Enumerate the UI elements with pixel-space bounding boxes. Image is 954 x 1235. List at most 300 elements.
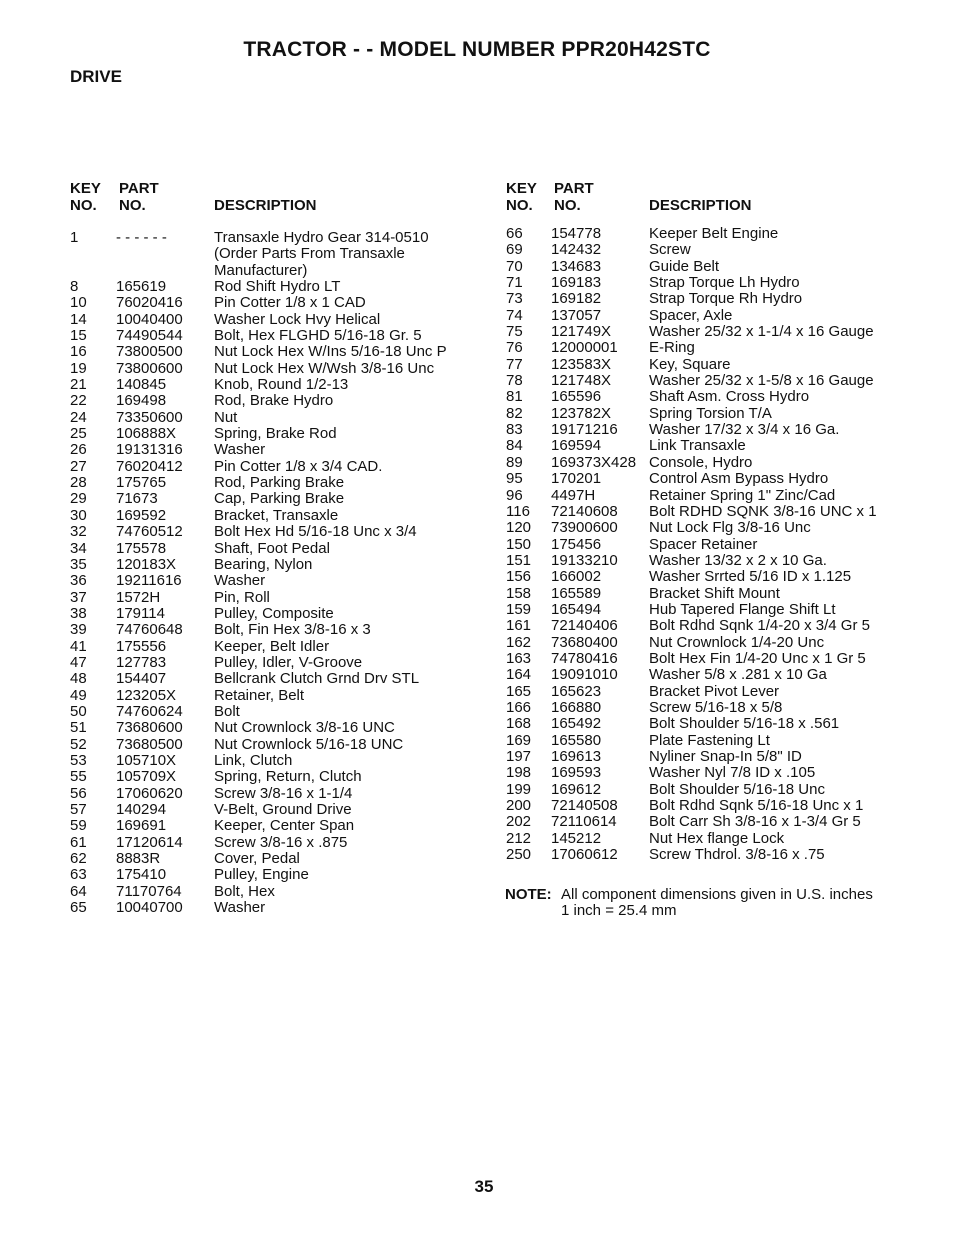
parts-row: [506, 733, 926, 749]
key-number: 165: [506, 682, 532, 700]
part-description: Bolt Rdhd Sqnk 5/16-18 Unc x 1: [649, 797, 864, 815]
part-description: Pulley, Composite: [214, 604, 334, 622]
key-number: 59: [70, 817, 87, 835]
part-number: 175456: [551, 535, 602, 553]
part-description: Transaxle Hydro Gear 314-0510 (Order Parts From Transaxle Manufacturer): [214, 229, 429, 279]
key-number: 38: [70, 604, 87, 622]
parts-row: [506, 537, 926, 553]
key-number: 156: [506, 568, 532, 586]
key-number: 24: [70, 408, 87, 426]
parts-row: [70, 475, 480, 491]
part-number: 165492: [551, 715, 602, 733]
part-description: Bolt Hex Fin 1/4-20 Unc x 1 Gr 5: [649, 649, 866, 667]
key-no-header-right: [506, 180, 537, 214]
key-number: 48: [70, 670, 87, 688]
part-number: 165580: [551, 731, 602, 749]
part-description: Spring Torsion T/A: [649, 404, 772, 422]
parts-row: [506, 373, 926, 389]
key-number: 19: [70, 359, 87, 377]
parts-row: [506, 700, 926, 716]
part-description: Nut Hex flange Lock: [649, 829, 785, 847]
part-description: Retainer Spring 1" Zinc/Cad: [649, 486, 836, 504]
part-number: 175556: [116, 637, 167, 655]
part-description: Rod, Parking Brake: [214, 474, 345, 492]
part-number: 166880: [551, 698, 602, 716]
key-number: 47: [70, 653, 87, 671]
parts-row: [70, 818, 480, 834]
part-description: Washer: [214, 899, 266, 917]
key-header-line2: NO.: [70, 197, 97, 214]
key-number: 30: [70, 506, 87, 524]
part-description: Link, Clutch: [214, 751, 293, 769]
part-number: 76020416: [116, 294, 183, 312]
parts-row: [70, 541, 480, 557]
key-number: 82: [506, 404, 523, 422]
key-header-line1: KEY: [70, 180, 101, 197]
part-description: Plate Fastening Lt: [649, 731, 770, 749]
part-description: Screw 5/16-18 x 5/8: [649, 698, 783, 716]
parts-row: [70, 737, 480, 753]
key-number: 77: [506, 355, 523, 373]
part-description: Bracket Pivot Lever: [649, 682, 780, 700]
part-number: 1572H: [116, 588, 161, 606]
key-number: 163: [506, 649, 532, 667]
parts-list-right: [506, 226, 926, 863]
key-number: 35: [70, 555, 87, 573]
parts-row: [70, 393, 480, 409]
part-description: Console, Hydro: [649, 453, 753, 471]
parts-row: [70, 622, 480, 638]
part-number: 121748X: [551, 372, 612, 390]
part-description: Guide Belt: [649, 257, 720, 275]
key-number: 200: [506, 797, 532, 815]
key-number: 14: [70, 310, 87, 328]
parts-row: [70, 295, 480, 311]
key-number: 169: [506, 731, 532, 749]
part-number: 71170764: [116, 882, 182, 900]
part-number: 74760512: [116, 523, 183, 541]
part-description: Screw: [649, 241, 691, 259]
parts-row: [70, 344, 480, 360]
part-number: 165619: [116, 278, 167, 295]
key-number: 89: [506, 453, 523, 471]
key-number: 15: [70, 327, 87, 345]
part-description: E-Ring: [649, 339, 695, 357]
key-number: 66: [506, 225, 523, 242]
key-number: 168: [506, 715, 532, 733]
key-number: 53: [70, 751, 87, 769]
key-number: 10: [70, 294, 87, 312]
key-number: 8: [70, 278, 79, 295]
key-number: 96: [506, 486, 523, 504]
part-description: Link Transaxle: [649, 437, 746, 455]
parts-list-left: [70, 230, 480, 916]
key-no-header: [70, 180, 101, 214]
part-description: Bellcrank Clutch Grnd Drv STL: [214, 670, 420, 688]
note-label: NOTE:: [505, 886, 552, 903]
key-number: 70: [506, 257, 523, 275]
parts-row: [506, 259, 926, 275]
part-description: Bolt: [214, 702, 240, 720]
parts-row: [506, 586, 926, 602]
part-description: Washer 5/8 x .281 x 10 Ga: [649, 666, 827, 684]
parts-row: [70, 688, 480, 704]
part-description: Cap, Parking Brake: [214, 490, 345, 508]
key-number: 162: [506, 633, 532, 651]
key-number: 161: [506, 617, 532, 635]
part-number: 169594: [551, 437, 602, 455]
part-description: Shaft, Foot Pedal: [214, 539, 330, 557]
key-number: 25: [70, 425, 87, 443]
parts-row: [506, 618, 926, 634]
parts-row: [506, 291, 926, 307]
part-description: Pin, Roll: [214, 588, 270, 606]
parts-row: [70, 230, 480, 279]
parts-row: [506, 831, 926, 847]
part-number: 74760648: [116, 621, 183, 639]
parts-row: [506, 765, 926, 781]
part-number: 166002: [551, 568, 602, 586]
part-number: 145212: [551, 829, 602, 847]
key-number: 197: [506, 748, 532, 765]
description-header: DESCRIPTION: [214, 197, 317, 214]
parts-row: [70, 557, 480, 573]
part-description: Pin Cotter 1/8 x 3/4 CAD.: [214, 457, 383, 475]
parts-row: [506, 357, 926, 373]
parts-row: [70, 769, 480, 785]
part-number: 169498: [116, 392, 167, 410]
parts-row: [506, 553, 926, 569]
key-number: 151: [506, 551, 532, 569]
part-description: Bracket, Transaxle: [214, 506, 339, 524]
key-number: 95: [506, 470, 523, 488]
parts-row: [506, 455, 926, 471]
key-number: 41: [70, 637, 87, 655]
key-number: 21: [70, 376, 87, 394]
part-number: 140845: [116, 376, 167, 394]
parts-row: [70, 753, 480, 769]
key-header-line1: KEY: [506, 180, 537, 197]
part-number: 17060612: [551, 846, 618, 864]
key-number: 159: [506, 600, 532, 618]
parts-row: [70, 279, 480, 295]
page-number: 35: [474, 1177, 494, 1196]
part-number: 73350600: [116, 408, 183, 426]
parts-row: [70, 786, 480, 802]
key-number: 37: [70, 588, 87, 606]
part-description: Rod, Brake Hydro: [214, 392, 334, 410]
key-number: 76: [506, 339, 523, 357]
part-description: Bolt, Hex FLGHD 5/16-18 Gr. 5: [214, 327, 422, 345]
part-header-line2: NO.: [119, 197, 146, 214]
key-number: 28: [70, 474, 87, 492]
part-number: 19091010: [551, 666, 618, 684]
key-header-line2: NO.: [506, 197, 533, 214]
parts-row: [506, 275, 926, 291]
part-description: Bolt, Fin Hex 3/8-16 x 3: [214, 621, 371, 639]
parts-row: [506, 406, 926, 422]
parts-row: [506, 226, 926, 242]
part-number: 137057: [551, 306, 602, 324]
parts-row: [70, 867, 480, 883]
parts-row: [70, 884, 480, 900]
parts-row: [506, 324, 926, 340]
part-description: Strap Torque Lh Hydro: [649, 274, 800, 292]
part-number: 19171216: [551, 421, 618, 439]
parts-row: [70, 704, 480, 720]
key-number: 202: [506, 813, 532, 831]
parts-row: [70, 361, 480, 377]
part-description: Pin Cotter 1/8 x 1 CAD: [214, 294, 366, 312]
part-number: 169183: [551, 274, 602, 292]
part-number: 73900600: [551, 519, 618, 537]
part-description: Bracket Shift Mount: [649, 584, 780, 602]
parts-row: [70, 459, 480, 475]
key-number: 199: [506, 780, 532, 798]
part-description: Washer 25/32 x 1-1/4 x 16 Gauge: [649, 323, 874, 341]
parts-row: [70, 639, 480, 655]
part-description: Keeper, Belt Idler: [214, 637, 330, 655]
part-header-line2: NO.: [554, 197, 581, 214]
key-number: 75: [506, 323, 523, 341]
part-number: 154778: [551, 225, 602, 242]
part-number: 4497H: [551, 486, 596, 504]
key-number: 32: [70, 523, 87, 541]
part-number: 169691: [116, 817, 167, 835]
part-description: Key, Square: [649, 355, 731, 373]
key-number: 198: [506, 764, 532, 782]
part-number: 169182: [551, 290, 602, 308]
part-number: 72140508: [551, 797, 618, 815]
part-description: Washer 17/32 x 3/4 x 16 Ga.: [649, 421, 840, 439]
parts-row: [70, 655, 480, 671]
part-number: 10040700: [116, 899, 183, 917]
part-number: 175578: [116, 539, 167, 557]
part-number: 74760624: [116, 702, 183, 720]
part-description: Screw 3/8-16 x 1-1/4: [214, 784, 353, 802]
part-number: 17060620: [116, 784, 183, 802]
part-description: V-Belt, Ground Drive: [214, 801, 352, 818]
key-number: 16: [70, 343, 87, 361]
key-number: 55: [70, 768, 87, 786]
part-description: Bolt Shoulder 5/16-18 x .561: [649, 715, 840, 733]
part-number: 179114: [116, 604, 165, 622]
parts-row: [70, 573, 480, 589]
part-number: 154407: [116, 670, 167, 688]
parts-row: [506, 488, 926, 504]
part-number: 165623: [551, 682, 602, 700]
part-number: 105710X: [116, 751, 177, 769]
key-number: 73: [506, 290, 523, 308]
part-description: Bolt Carr Sh 3/8-16 x 1-3/4 Gr 5: [649, 813, 861, 831]
key-number: 26: [70, 441, 87, 459]
key-number: 34: [70, 539, 87, 557]
key-number: 57: [70, 801, 87, 818]
part-header-line1: PART: [554, 180, 594, 197]
part-description: Rod Shift Hydro LT: [214, 278, 341, 295]
part-no-header: [119, 180, 159, 214]
key-number: 71: [506, 274, 523, 292]
key-number: 29: [70, 490, 87, 508]
part-number: 76020412: [116, 457, 183, 475]
key-number: 116: [506, 502, 530, 520]
part-description: Nut Lock Flg 3/8-16 Unc: [649, 519, 811, 537]
part-description: Strap Torque Rh Hydro: [649, 290, 803, 308]
part-description: Keeper, Center Span: [214, 817, 355, 835]
parts-row: [506, 602, 926, 618]
part-description: Nyliner Snap-In 5/8" ID: [649, 748, 802, 765]
parts-row: [70, 835, 480, 851]
part-description: Bolt Shoulder 5/16-18 Unc: [649, 780, 825, 798]
parts-row: [70, 328, 480, 344]
parts-row: [506, 782, 926, 798]
part-number: 10040400: [116, 310, 183, 328]
part-number: 175765: [116, 474, 167, 492]
key-number: 50: [70, 702, 87, 720]
part-number: 72140406: [551, 617, 618, 635]
part-description: Knob, Round 1/2-13: [214, 376, 349, 394]
parts-row: [506, 438, 926, 454]
parts-row: [70, 410, 480, 426]
part-description: Spacer Retainer: [649, 535, 758, 553]
key-number: 52: [70, 735, 87, 753]
parts-row: [506, 635, 926, 651]
parts-row: [506, 814, 926, 830]
part-description: Washer: [214, 572, 266, 590]
parts-row: [506, 651, 926, 667]
part-number: 170201: [551, 470, 602, 488]
part-description: Bolt Hex Hd 5/16-18 Unc x 3/4: [214, 523, 417, 541]
part-number: 73800600: [116, 359, 183, 377]
part-description: Pulley, Idler, V-Groove: [214, 653, 363, 671]
parts-row: [70, 377, 480, 393]
parts-row: [70, 590, 480, 606]
part-description: Washer: [214, 441, 266, 459]
parts-row: [70, 508, 480, 524]
parts-row: [70, 900, 480, 916]
part-description: Bolt Rdhd Sqnk 1/4-20 x 3/4 Gr 5: [649, 617, 870, 635]
key-number: 27: [70, 457, 87, 475]
key-number: 83: [506, 421, 523, 439]
part-number: 169593: [551, 764, 602, 782]
part-description: Hub Tapered Flange Shift Lt: [649, 600, 836, 618]
parts-row: [506, 340, 926, 356]
parts-row: [70, 851, 480, 867]
part-number: 169613: [551, 748, 602, 765]
parts-row: [506, 504, 926, 520]
part-number: 19211616: [116, 572, 182, 590]
part-number: 8883R: [116, 850, 161, 868]
part-number: 72110614: [551, 813, 617, 831]
parts-row: [70, 491, 480, 507]
part-number: 165596: [551, 388, 602, 406]
key-number: 39: [70, 621, 87, 639]
part-description: Bolt, Hex: [214, 882, 275, 900]
part-description: Control Asm Bypass Hydro: [649, 470, 829, 488]
key-number: 51: [70, 719, 87, 737]
description-header-right: DESCRIPTION: [649, 197, 752, 214]
key-number: 63: [70, 866, 87, 884]
part-description: Pulley, Engine: [214, 866, 309, 884]
key-number: 36: [70, 572, 87, 590]
part-no-header-right: [554, 180, 594, 214]
key-number: 64: [70, 882, 87, 900]
note-text: All component dimensions given in U.S. inches 1 inch = 25.4 mm: [561, 886, 873, 919]
part-number: 71673: [116, 490, 158, 508]
part-number: 169373X428: [551, 453, 637, 471]
part-description: Nut Crownlock 3/8-16 UNC: [214, 719, 395, 737]
key-number: 49: [70, 686, 87, 704]
part-description: Spring, Brake Rod: [214, 425, 337, 443]
part-description: Washer 25/32 x 1-5/8 x 16 Gauge: [649, 372, 874, 390]
part-number: 73680500: [116, 735, 183, 753]
key-number: 150: [506, 535, 532, 553]
parts-row: [506, 667, 926, 683]
parts-row: [506, 308, 926, 324]
parts-row: [506, 242, 926, 258]
part-description: Nut: [214, 408, 238, 426]
section-title: DRIVE: [70, 67, 122, 86]
part-number: 120183X: [116, 555, 177, 573]
key-number: 65: [70, 899, 87, 917]
key-number: 164: [506, 666, 532, 684]
part-number: 106888X: [116, 425, 177, 443]
parts-row: [506, 749, 926, 765]
parts-row: [506, 798, 926, 814]
part-number: 19133210: [551, 551, 618, 569]
part-number: 72140608: [551, 502, 618, 520]
part-number: 19131316: [116, 441, 183, 459]
part-number: 105709X: [116, 768, 177, 786]
key-number: 62: [70, 850, 87, 868]
part-number: 12000001: [551, 339, 618, 357]
part-number: 73800500: [116, 343, 183, 361]
part-number: 142432: [551, 241, 602, 259]
parts-row: [506, 389, 926, 405]
parts-row: [506, 684, 926, 700]
part-number: 74780416: [551, 649, 618, 667]
parts-row: [506, 422, 926, 438]
key-number: 212: [506, 829, 532, 847]
part-description: Retainer, Belt: [214, 686, 305, 704]
part-number: 74490544: [116, 327, 183, 345]
key-number: 158: [506, 584, 532, 602]
part-number: 175410: [116, 866, 167, 884]
parts-row: [70, 802, 480, 818]
key-number: 61: [70, 833, 87, 851]
part-description: Shaft Asm. Cross Hydro: [649, 388, 810, 406]
part-number: 169592: [116, 506, 167, 524]
parts-row: [70, 442, 480, 458]
part-number: 134683: [551, 257, 602, 275]
key-number: 78: [506, 372, 523, 390]
part-number: 169612: [551, 780, 602, 798]
key-number: 74: [506, 306, 523, 324]
part-number: 123205X: [116, 686, 177, 704]
parts-row: [70, 671, 480, 687]
part-number: 17120614: [116, 833, 183, 851]
key-number: 166: [506, 698, 532, 716]
key-number: 120: [506, 519, 532, 537]
parts-row: [70, 606, 480, 622]
part-number: - - - - - -: [116, 229, 167, 246]
key-number: 84: [506, 437, 523, 455]
part-number: 127783: [116, 653, 167, 671]
part-description: Washer Lock Hvy Helical: [214, 310, 381, 328]
part-number: 123782X: [551, 404, 612, 422]
part-description: Spacer, Axle: [649, 306, 733, 324]
key-number: 1: [70, 229, 79, 246]
